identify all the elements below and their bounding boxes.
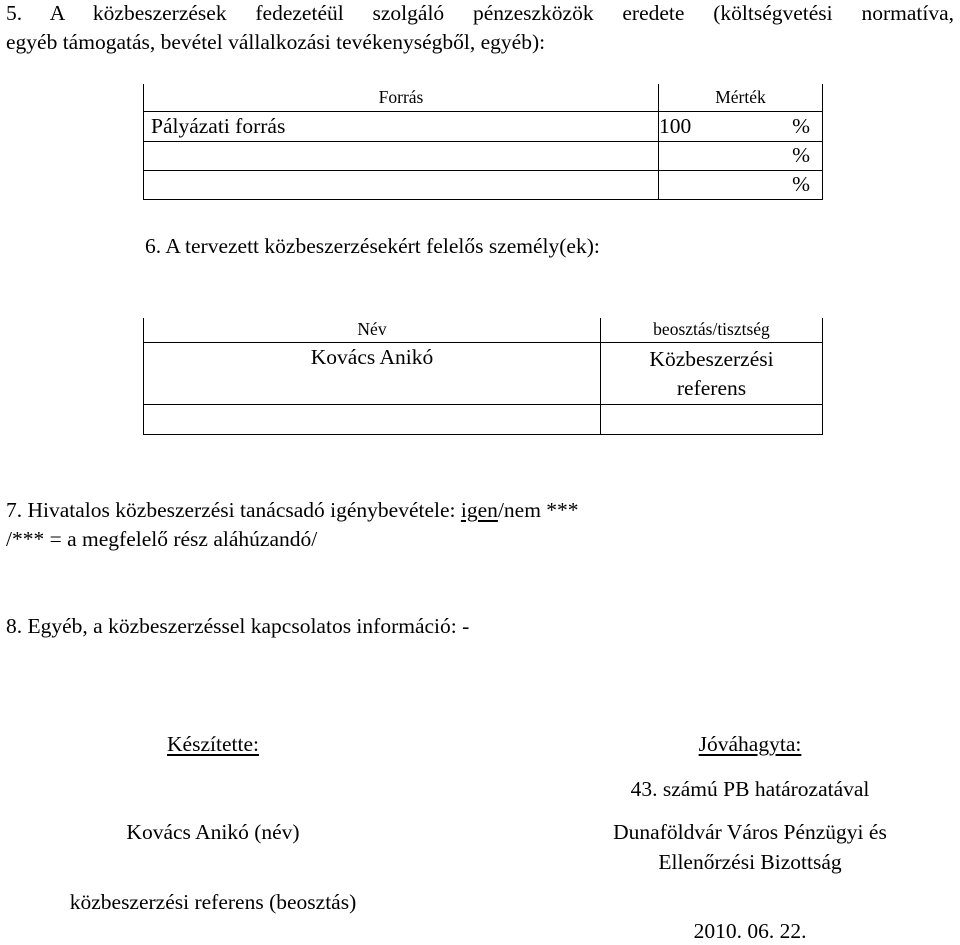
person-position-cell — [601, 404, 823, 434]
approved-by-label: Jóváhagyta: — [698, 732, 802, 756]
measure-cell — [659, 170, 823, 199]
person-position-cell — [601, 342, 823, 404]
section-7-heading — [6, 496, 579, 525]
column-header-measure: Mérték — [659, 84, 823, 111]
table-row — [144, 141, 823, 170]
column-header-name: Név — [144, 318, 601, 342]
source-cell — [144, 170, 659, 199]
person-name-cell: Kovács Anikó — [144, 342, 601, 404]
section-7-prefix: 7. Hivatalos közbeszerzési tanácsadó igénybevétele: — [6, 498, 461, 522]
committee-line-2: Ellenőrzési Bizottság — [658, 850, 842, 874]
column-header-position: beosztás/tisztség — [601, 318, 823, 342]
position-line-2: referens — [676, 375, 747, 400]
section-6-heading: 6. A tervezett közbeszerzésekért felelős személy(ek): — [145, 234, 600, 258]
table-header-row — [144, 318, 823, 342]
resolution-text: 43. számú PB határozatával — [630, 777, 870, 801]
column-header-source: Forrás — [144, 84, 659, 111]
approval-date: 2010. 06. 22. — [693, 919, 807, 943]
section-5-heading-line-1: 5. A közbeszerzések fedezetéül szolgáló pénzeszközök eredete (költségvetési normatíva, — [6, 1, 954, 25]
committee-name — [560, 818, 940, 876]
section-8-heading: 8. Egyéb, a közbeszerzéssel kapcsolatos információ: - — [6, 614, 470, 638]
table-row — [144, 170, 823, 199]
section-7-note: /*** = a megfelelő rész aláhúzandó/ — [6, 527, 318, 551]
percent-unit: % — [792, 143, 810, 167]
table-row — [144, 342, 823, 404]
section-7-suffix: /nem *** — [497, 498, 579, 522]
committee-line-1: Dunaföldvár Város Pénzügyi és — [613, 820, 887, 844]
measure-value: 100 — [659, 113, 692, 138]
table-header-row — [144, 84, 823, 111]
prepared-by-label: Készítette: — [167, 732, 259, 756]
measure-cell — [659, 141, 823, 170]
option-yes-underlined: igen — [460, 498, 498, 522]
percent-unit: % — [792, 113, 810, 138]
position-line-1: Közbeszerzési — [649, 346, 774, 371]
table-row — [144, 404, 823, 434]
table-row — [144, 111, 823, 141]
measure-cell — [659, 111, 823, 141]
person-name-cell — [144, 404, 601, 434]
preparer-position: közbeszerzési referens (beosztás) — [69, 890, 357, 914]
source-cell: Pályázati forrás — [144, 111, 659, 141]
section-5-heading-line-2: egyéb támogatás, bevétel vállalkozási tevékenységből, egyéb): — [6, 30, 546, 54]
percent-unit: % — [792, 172, 810, 196]
funding-source-table — [143, 84, 823, 200]
responsible-persons-table — [143, 318, 823, 435]
source-cell — [144, 141, 659, 170]
preparer-name: Kovács Anikó (név) — [126, 820, 300, 844]
